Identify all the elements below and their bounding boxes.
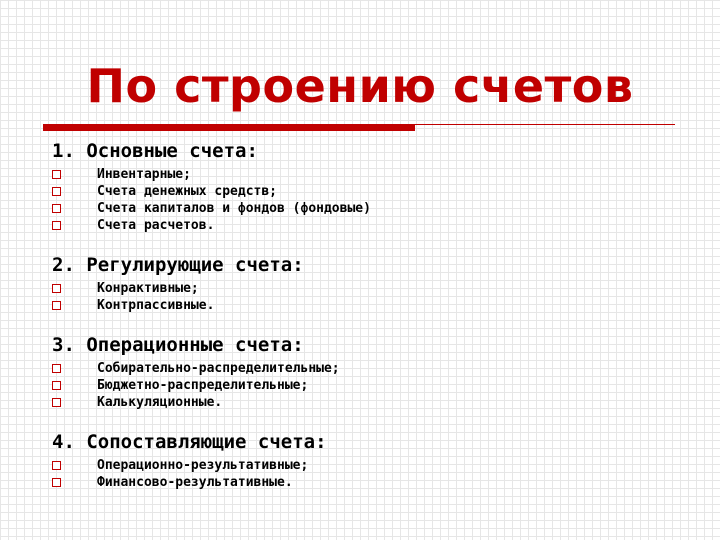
section-heading: 2. Регулирующие счета:: [52, 254, 304, 276]
section-operational-accounts: [52, 332, 692, 411]
square-bullet-icon: [52, 301, 61, 310]
list-item: [52, 457, 692, 474]
square-bullet-icon: [52, 461, 61, 470]
list-item-text: Финансово-результативные.: [97, 475, 293, 490]
list-item: [52, 183, 692, 200]
list-item-text: Счета капиталов и фондов (фондовые): [97, 201, 371, 216]
section-main-accounts: [52, 138, 692, 234]
list-item-text: Операционно-результативные;: [97, 458, 309, 473]
item-list: [52, 360, 692, 411]
list-item-text: Бюджетно-распределительные;: [97, 378, 309, 393]
section-comparative-accounts: [52, 429, 692, 491]
square-bullet-icon: [52, 478, 61, 487]
list-item: [52, 166, 692, 183]
list-item: [52, 217, 692, 234]
section-heading: 1. Основные счета:: [52, 140, 258, 162]
list-item: [52, 280, 692, 297]
square-bullet-icon: [52, 381, 61, 390]
list-item: [52, 474, 692, 491]
list-item: [52, 200, 692, 217]
list-item-text: Инвентарные;: [97, 167, 191, 182]
list-item-text: Счета денежных средств;: [97, 184, 278, 199]
list-item-text: Конрактивные;: [97, 281, 199, 296]
list-item: [52, 360, 692, 377]
square-bullet-icon: [52, 284, 61, 293]
list-item-text: Счета расчетов.: [97, 218, 215, 233]
section-heading: 3. Операционные счета:: [52, 334, 304, 356]
list-item-text: Контрпассивные.: [97, 298, 215, 313]
title-underline-thin: [415, 124, 675, 125]
square-bullet-icon: [52, 204, 61, 213]
slide-title: По строению счетов: [86, 59, 634, 113]
square-bullet-icon: [52, 398, 61, 407]
section-heading: 4. Сопоставляющие счета:: [52, 431, 327, 453]
list-item: [52, 377, 692, 394]
list-item: [52, 297, 692, 314]
section-regulating-accounts: [52, 252, 692, 314]
item-list: [52, 457, 692, 491]
list-item: [52, 394, 692, 411]
item-list: [52, 280, 692, 314]
square-bullet-icon: [52, 170, 61, 179]
square-bullet-icon: [52, 221, 61, 230]
list-item-text: Собирательно-распределительные;: [97, 361, 340, 376]
slide-content: [52, 138, 692, 491]
list-item-text: Калькуляционные.: [97, 395, 223, 410]
square-bullet-icon: [52, 187, 61, 196]
square-bullet-icon: [52, 364, 61, 373]
item-list: [52, 166, 692, 234]
title-underline-thick: [43, 124, 415, 131]
